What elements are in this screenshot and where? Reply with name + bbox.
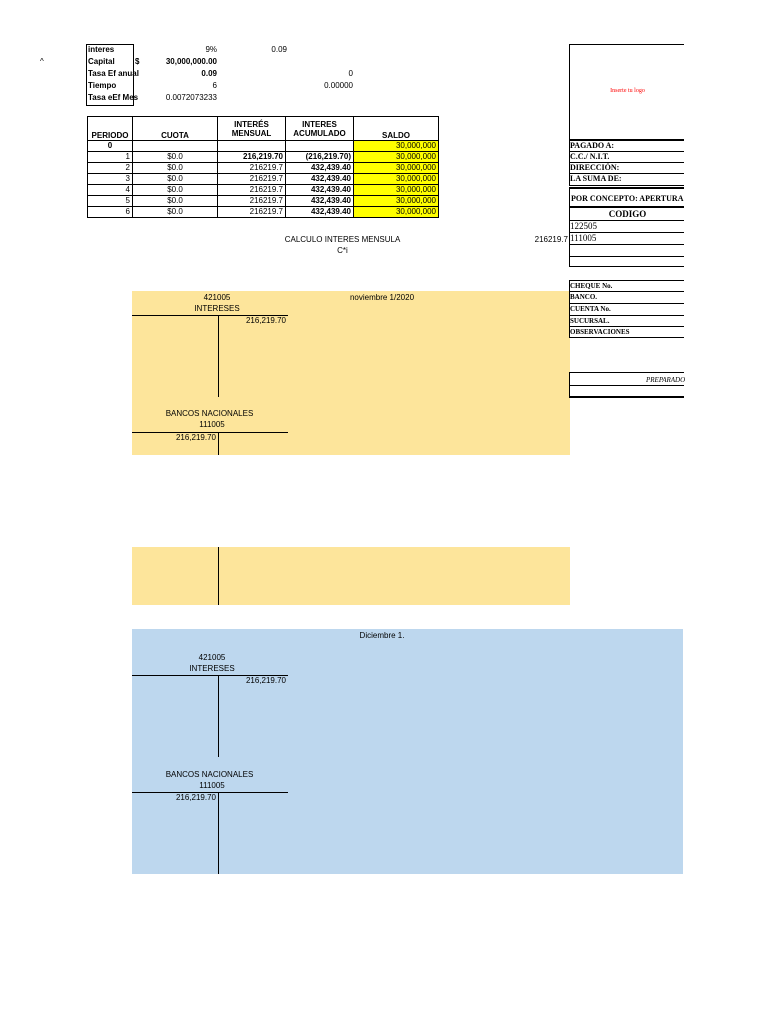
param-tiempo-aux: 0.00000 — [324, 81, 353, 90]
table-row — [88, 152, 439, 163]
nov-ledger-panel — [132, 291, 570, 455]
cell-periodo: 2 — [88, 163, 133, 174]
bank-line-1 — [569, 291, 684, 292]
cell-cuota: $0.0 — [133, 163, 218, 174]
table-row — [88, 141, 439, 152]
nov-acct1-credit: 216,219.70 — [245, 316, 286, 325]
param-tiempo-label: Tiempo — [88, 81, 117, 90]
cell-periodo: 6 — [88, 207, 133, 218]
dec-acct2-name: BANCOS NACIONALES — [165, 770, 254, 779]
caret-mark: ^ — [40, 57, 44, 66]
cell-periodo: 5 — [88, 196, 133, 207]
header-interes-mensual: INTERÉS MENSUAL — [218, 117, 286, 141]
param-capital-label: Capital — [88, 57, 115, 66]
preparado-label: PREPARADO — [646, 376, 686, 384]
cell-cuota: $0.0 — [133, 196, 218, 207]
calc-value: 216219.7 — [534, 235, 568, 244]
nov-acct2-debit: 216,219.70 — [175, 433, 216, 442]
table-row — [88, 174, 439, 185]
cell-interes: 216219.7 — [218, 196, 286, 207]
cell-periodo: 4 — [88, 185, 133, 196]
nov-t-account-divider — [218, 315, 219, 397]
header-periodo: PERIODO — [88, 117, 133, 141]
cell-interes — [218, 141, 286, 152]
cell-interes: 216219.7 — [218, 163, 286, 174]
cell-saldo: 30,000,000 — [354, 141, 439, 152]
param-tasa-ef-aux: 0 — [348, 69, 353, 78]
cell-interes: 216219.7 — [218, 174, 286, 185]
cell-saldo: 30,000,000 — [354, 185, 439, 196]
param-tasa-mes-value: 0.0072073233 — [165, 93, 217, 102]
signature-line — [569, 385, 684, 386]
table-row — [88, 207, 439, 218]
codigo-line-3 — [569, 244, 684, 245]
pagado-label: PAGADO A: — [570, 141, 615, 150]
cell-acumulado: (216,219.70) — [286, 152, 354, 163]
cell-acumulado: 432,439.40 — [286, 163, 354, 174]
cell-acumulado: 432,439.40 — [286, 174, 354, 185]
param-tasa-mes-label: Tasa eEf Mes — [88, 93, 139, 102]
dec-t-account2-divider — [218, 792, 219, 874]
param-tiempo-value: 6 — [212, 81, 217, 90]
cell-cuota: $0.0 — [133, 185, 218, 196]
cc-nit-label: C.C./ N.I.T. — [570, 152, 610, 161]
bank-line-2 — [569, 303, 684, 304]
amortization-table — [87, 116, 439, 218]
cell-cuota: $0.0 — [133, 207, 218, 218]
header-interes-acumulado: INTERES ACUMULADO — [286, 117, 354, 141]
dec-t-account-divider — [218, 675, 219, 757]
bank-line-4 — [569, 326, 684, 327]
blank-ledger-panel — [132, 547, 570, 605]
param-interes-label: interes — [88, 45, 115, 54]
cell-periodo: 3 — [88, 174, 133, 185]
header-saldo: SALDO — [354, 117, 439, 141]
cell-periodo: 0 — [88, 141, 133, 152]
codigo-row-2: 111005 — [570, 233, 597, 243]
table-row — [88, 163, 439, 174]
param-tasa-ef-value: 0.09 — [201, 69, 217, 78]
cheque-label: CHEQUE No. — [570, 282, 613, 290]
nov-t-account2-divider — [218, 432, 219, 455]
concepto-label: POR CONCEPTO: APERTURA — [571, 194, 684, 203]
param-interes-value: 9% — [205, 45, 217, 54]
param-capital-currency: $ — [135, 57, 140, 66]
cell-saldo: 30,000,000 — [354, 196, 439, 207]
dec-acct1-credit: 216,219.70 — [245, 676, 286, 685]
cell-periodo: 1 — [88, 152, 133, 163]
nov-acct1-name: INTERESES — [194, 304, 240, 313]
codigo-row-1: 122505 — [570, 221, 597, 231]
cell-cuota: $0.0 — [133, 152, 218, 163]
sucursal-label: SUCURSAL. — [570, 317, 610, 325]
nov-acct2-code: 111005 — [199, 420, 225, 429]
header-cuota: CUOTA — [133, 117, 218, 141]
logo-placeholder-text: Inserte tu logo — [610, 88, 645, 94]
cell-saldo: 30,000,000 — [354, 152, 439, 163]
suma-label: LA SUMA DE: — [570, 174, 622, 183]
banco-label: BANCO. — [570, 293, 598, 301]
dec-acct1-code: 421005 — [198, 653, 226, 662]
dec-date: Diciembre 1. — [359, 631, 405, 640]
param-capital-value: 30,000,000.00 — [165, 57, 217, 66]
cell-acumulado: 432,439.40 — [286, 196, 354, 207]
dec-acct1-name: INTERESES — [189, 664, 235, 673]
cell-acumulado: 432,439.40 — [286, 185, 354, 196]
cell-acumulado — [286, 141, 354, 152]
concepto-box — [569, 187, 684, 207]
cell-saldo: 30,000,000 — [354, 207, 439, 218]
logo-box — [569, 44, 684, 140]
table-row — [88, 185, 439, 196]
cuenta-label: CUENTA No. — [570, 305, 611, 313]
dec-acct2-debit: 216,219.70 — [175, 793, 216, 802]
nov-acct1-code: 421005 — [203, 293, 231, 302]
cell-interes: 216219.7 — [218, 185, 286, 196]
direccion-label: DIRECCIÓN: — [570, 163, 620, 172]
nov-date: noviembre 1/2020 — [349, 293, 415, 302]
dec-acct2-code: 111005 — [199, 781, 225, 790]
param-tasa-ef-label: Tasa Ef anual — [88, 69, 139, 78]
nov-acct2-name: BANCOS NACIONALES — [165, 409, 254, 418]
calc-title: CALCULO INTERES MENSULA — [284, 235, 401, 244]
cell-cuota — [133, 141, 218, 152]
blank-t-account-divider — [218, 547, 219, 605]
cell-acumulado: 432,439.40 — [286, 207, 354, 218]
cell-saldo: 30,000,000 — [354, 174, 439, 185]
cell-interes: 216219.7 — [218, 207, 286, 218]
calc-formula: C*i — [337, 246, 348, 255]
observaciones-label: OBSERVACIONES — [570, 328, 630, 336]
table-row — [88, 196, 439, 207]
cell-interes: 216,219.70 — [218, 152, 286, 163]
cell-cuota: $0.0 — [133, 174, 218, 185]
param-interes-decimal: 0.09 — [271, 45, 287, 54]
codigo-header: CODIGO — [608, 209, 647, 219]
codigo-line-4 — [569, 256, 684, 257]
cell-saldo: 30,000,000 — [354, 163, 439, 174]
bank-line-3 — [569, 315, 684, 316]
dec-ledger-panel — [132, 629, 683, 874]
